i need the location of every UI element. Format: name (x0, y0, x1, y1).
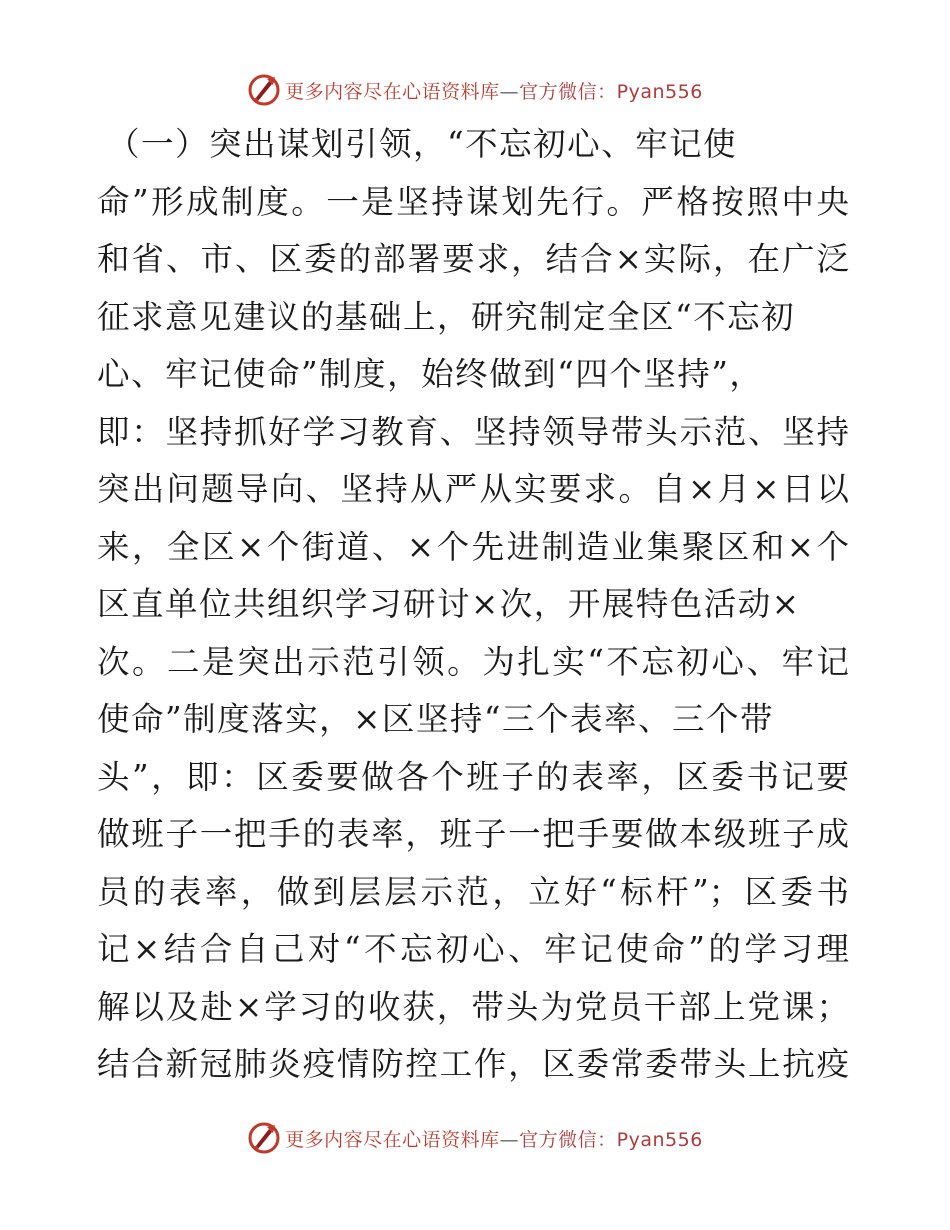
text-line: 使命”制度落实，×区坚持“三个表率、三个带 (97, 700, 774, 738)
text-line: 征求意见建议的基础上，研究制定全区“不忘初 (97, 297, 796, 336)
text-line: 结合新冠肺炎疫情防控工作，区委常委带头上抗疫 (97, 1045, 849, 1083)
footer-banner-wechat: 官方微信：Pyan556 (519, 1128, 703, 1151)
header-banner-text (285, 77, 703, 104)
text-line: 来，全区×个街道、×个先进制造业集聚区和×个 (97, 527, 849, 566)
header-banner (0, 70, 950, 110)
text-line: 做班子一把手的表率，班子一把手要做本级班子成 (97, 815, 849, 853)
red-quill-logo-icon (247, 73, 281, 107)
footer-banner-separator: — (499, 1128, 520, 1151)
red-quill-logo-icon (247, 1121, 281, 1155)
header-banner-wechat: 官方微信：Pyan556 (519, 80, 703, 103)
footer-banner-main: 更多内容尽在心语资料库 (285, 1128, 500, 1151)
footer-banner (0, 1118, 950, 1158)
text-line: 区直单位共组织学习研讨×次，开展特色活动× (97, 585, 801, 623)
document-body (97, 116, 849, 1094)
text-line: 头”，即：区委要做各个班子的表率，区委书记要 (97, 757, 849, 796)
text-line: 即：坚持抓好学习教育、坚持领导带头示范、坚持 (97, 412, 849, 451)
text-line: 和省、市、区委的部署要求，结合×实际，在广泛 (97, 240, 849, 278)
text-line: （一）突出谋划引领，“不忘初心、牢记使 (107, 125, 738, 163)
text-line: 命”形成制度。一是坚持谋划先行。严格按照中央 (97, 182, 849, 221)
text-line: 次。二是突出示范引领。为扎实“不忘初心、牢记 (97, 642, 849, 681)
text-line: 突出问题导向、坚持从严从实要求。自×月×日以 (97, 470, 849, 508)
header-banner-main: 更多内容尽在心语资料库 (285, 80, 500, 103)
header-banner-separator: — (499, 80, 520, 103)
footer-banner-text (285, 1125, 703, 1152)
text-line: 记×结合自己对“不忘初心、牢记使命”的学习理 (97, 930, 849, 968)
text-line: 解以及赴×学习的收获，带头为党员干部上党课； (97, 987, 849, 1026)
text-line: 员的表率，做到层层示范，立好“标杆”；区委书 (97, 872, 849, 911)
text-line: 心、牢记使命”制度，始终做到“四个坚持”， (97, 355, 764, 393)
